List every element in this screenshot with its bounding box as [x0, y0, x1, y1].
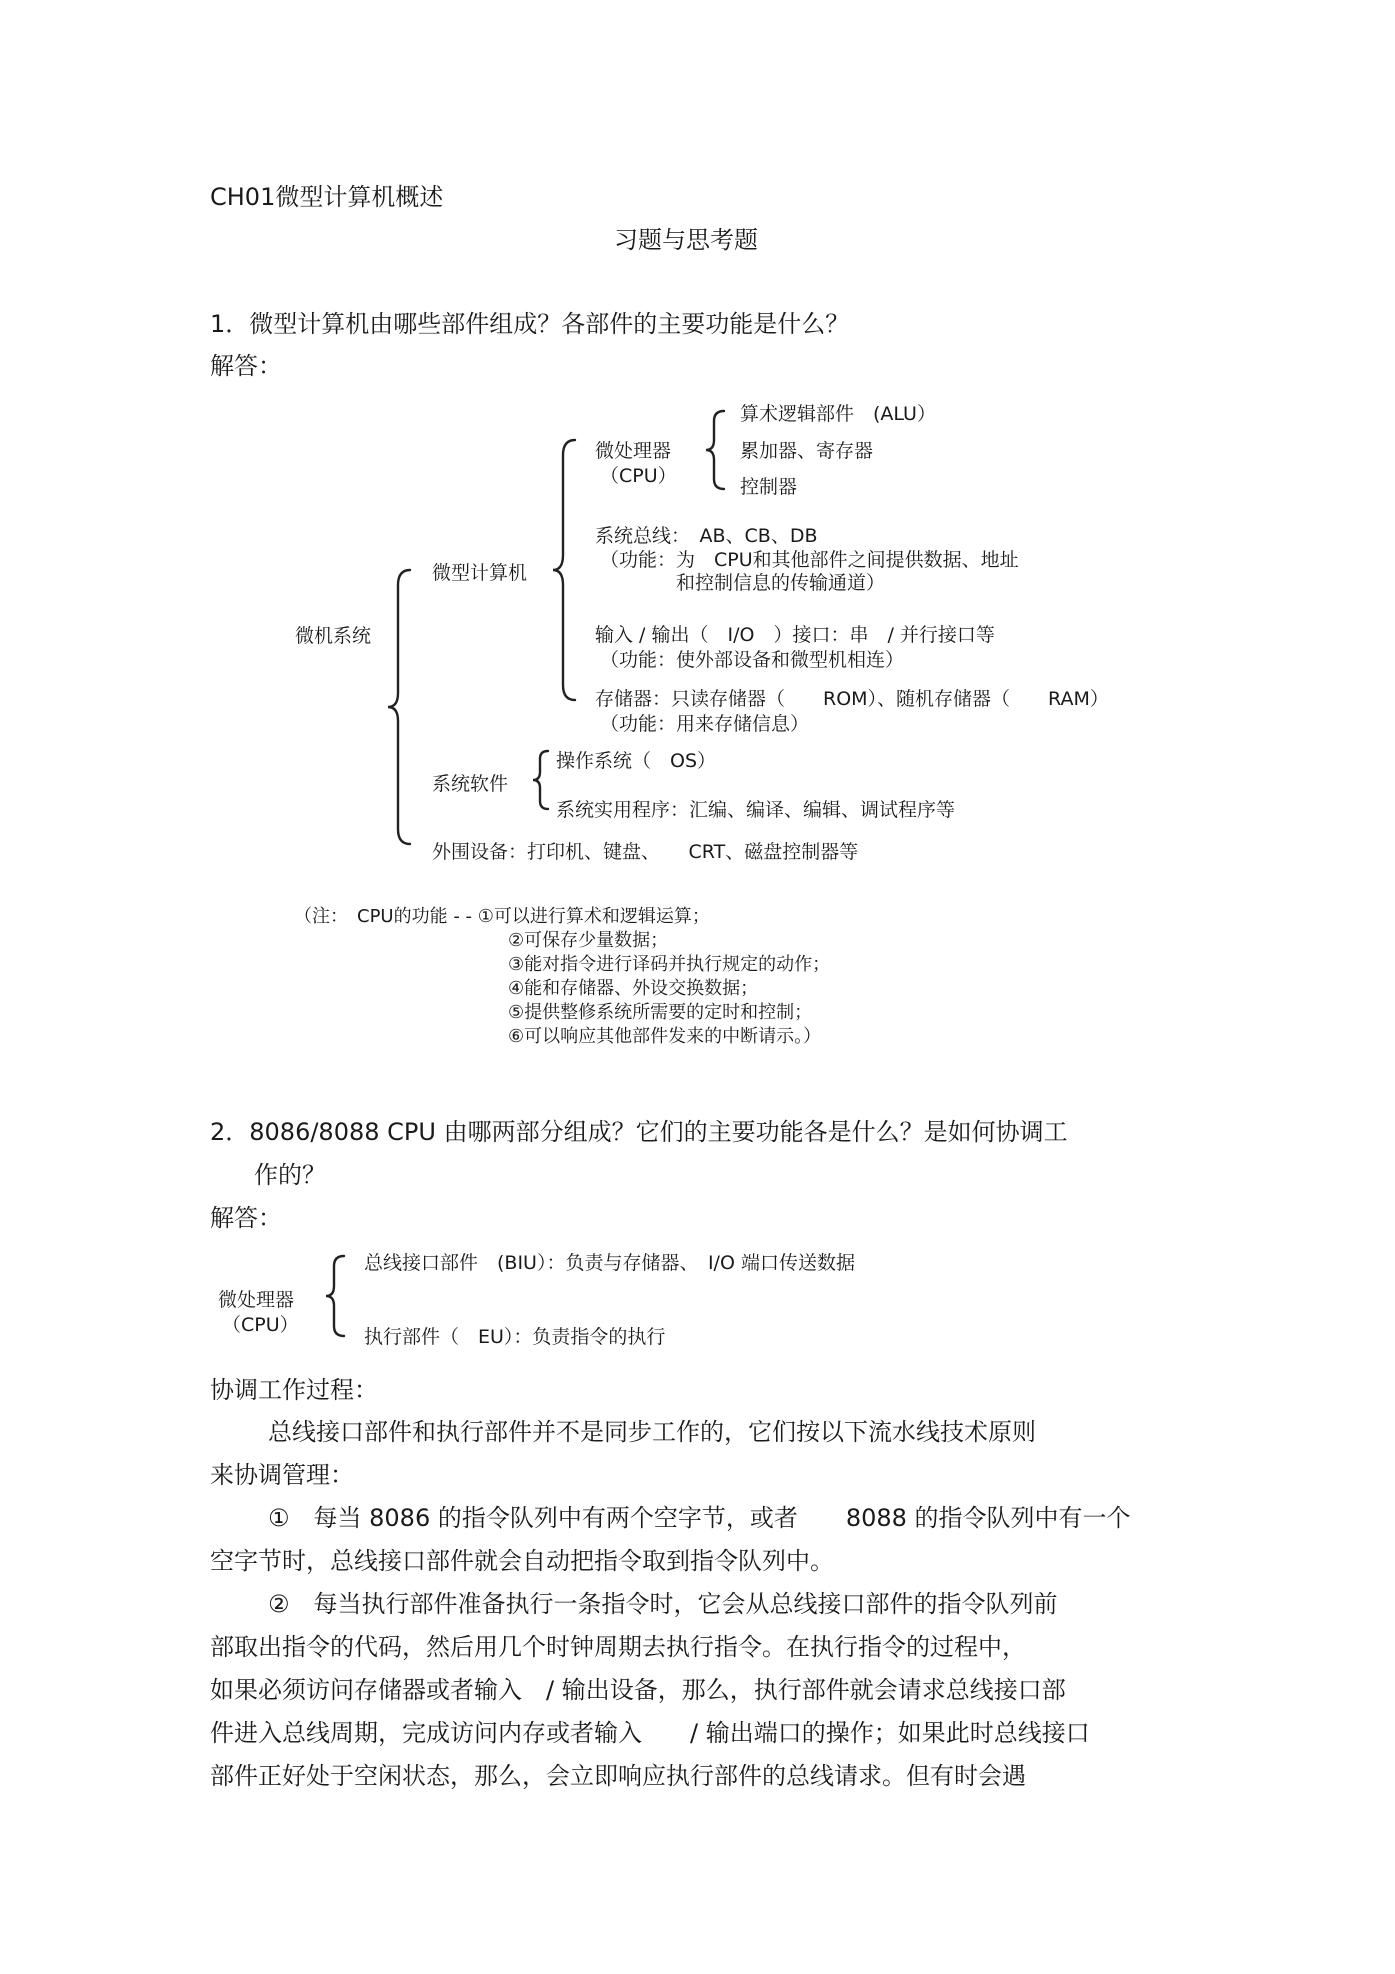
question-2-line-2: 作的？: [254, 1161, 326, 1189]
coordination-text: 如果必须访问存储器或者输入 / 输出设备，那么，执行部件就会请求总线接口部: [210, 1676, 1066, 1704]
bus-function-2: 和控制信息的传输通道）: [676, 572, 886, 594]
memory-function: （功能：用来存储信息）: [600, 713, 810, 735]
root-brace: [390, 567, 420, 847]
software-label: 系统软件: [432, 773, 509, 795]
coordination-text: 部取出指令的代码，然后用几个时钟周期去执行指令。在执行指令的过程中，: [210, 1633, 1026, 1661]
cpu2-brace: [326, 1253, 354, 1339]
chapter-title: CH01微型计算机概述: [210, 183, 444, 211]
io-function: （功能：使外部设备和微型机相连）: [600, 649, 905, 671]
bus-item: 系统总线： AB、CB、DB: [595, 525, 818, 547]
cpu-note-line: ⑥可以响应其他部件发来的中断请示。）: [508, 1026, 822, 1047]
coordination-heading: 协调工作过程：: [210, 1376, 378, 1404]
microcomputer-brace: [555, 437, 585, 703]
cpu-label: 微处理器: [595, 440, 672, 462]
cpu-note-line: （注： CPU的功能 - - ①可以进行算术和逻辑运算；: [294, 906, 710, 927]
peripherals-item: 外围设备：打印机、键盘、 CRT、磁盘控制器等: [432, 841, 859, 863]
coordination-text: 空字节时，总线接口部件就会自动把指令取到指令队列中。: [210, 1547, 834, 1575]
software-brace: [532, 748, 558, 812]
cpu2-label: 微处理器: [218, 1289, 295, 1311]
alu-item: 算术逻辑部件 (ALU）: [740, 403, 936, 425]
cpu-note-line: ⑤提供整修系统所需要的定时和控制；: [508, 1002, 813, 1023]
accumulator-item: 累加器、寄存器: [740, 440, 874, 462]
utilities-item: 系统实用程序：汇编、编译、编辑、调试程序等: [556, 799, 956, 821]
answer-label-2: 解答：: [210, 1204, 282, 1232]
coordination-text: 件进入总线周期，完成访问内存或者输入 / 输出端口的操作；如果此时总线接口: [210, 1719, 1090, 1747]
io-item: 输入 / 输出（ I/O ）接口：串 / 并行接口等: [595, 624, 995, 646]
cpu-note-line: ④能和存储器、外设交换数据；: [508, 978, 759, 999]
question-2-line-1: 2．8086/8088 CPU 由哪两部分组成？它们的主要功能各是什么？是如何协调工: [210, 1118, 1068, 1146]
diagram-root-label: 微机系统: [295, 625, 372, 647]
cpu-note-line: ③能对指令进行译码并执行规定的动作；: [508, 954, 831, 975]
coordination-text: 来协调管理：: [210, 1461, 354, 1489]
biu-item: 总线接口部件 (BIU）：负责与存储器、 I/O 端口传送数据: [364, 1252, 855, 1274]
bus-function-1: （功能：为 CPU和其他部件之间提供数据、地址: [600, 549, 1019, 571]
coordination-text: 部件正好处于空闲状态，那么，会立即响应执行部件的总线请求。但有时会遇: [210, 1762, 1026, 1790]
answer-label-1: 解答：: [210, 352, 282, 380]
microcomputer-label: 微型计算机: [432, 562, 528, 584]
question-1: 1．微型计算机由哪些部件组成？各部件的主要功能是什么？: [210, 310, 850, 338]
section-title: 习题与思考题: [614, 226, 758, 254]
eu-item: 执行部件（ EU）：负责指令的执行: [364, 1326, 666, 1348]
cpu-abbr: （CPU）: [600, 465, 677, 487]
cpu-brace: [706, 408, 734, 492]
cpu2-abbr: （CPU）: [222, 1314, 299, 1336]
coordination-text: ① 每当 8086 的指令队列中有两个空字节，或者 8088 的指令队列中有一个: [268, 1504, 1131, 1532]
coordination-text: ② 每当执行部件准备执行一条指令时，它会从总线接口部件的指令队列前: [268, 1590, 1058, 1618]
cpu-note-line: ②可保存少量数据；: [508, 930, 669, 951]
coordination-text: 总线接口部件和执行部件并不是同步工作的，它们按以下流水线技术原则: [268, 1418, 1036, 1446]
controller-item: 控制器: [740, 476, 798, 498]
os-item: 操作系统（ OS）: [556, 750, 717, 772]
memory-item: 存储器：只读存储器（ ROM）、随机存储器（ RAM）: [595, 688, 1109, 710]
